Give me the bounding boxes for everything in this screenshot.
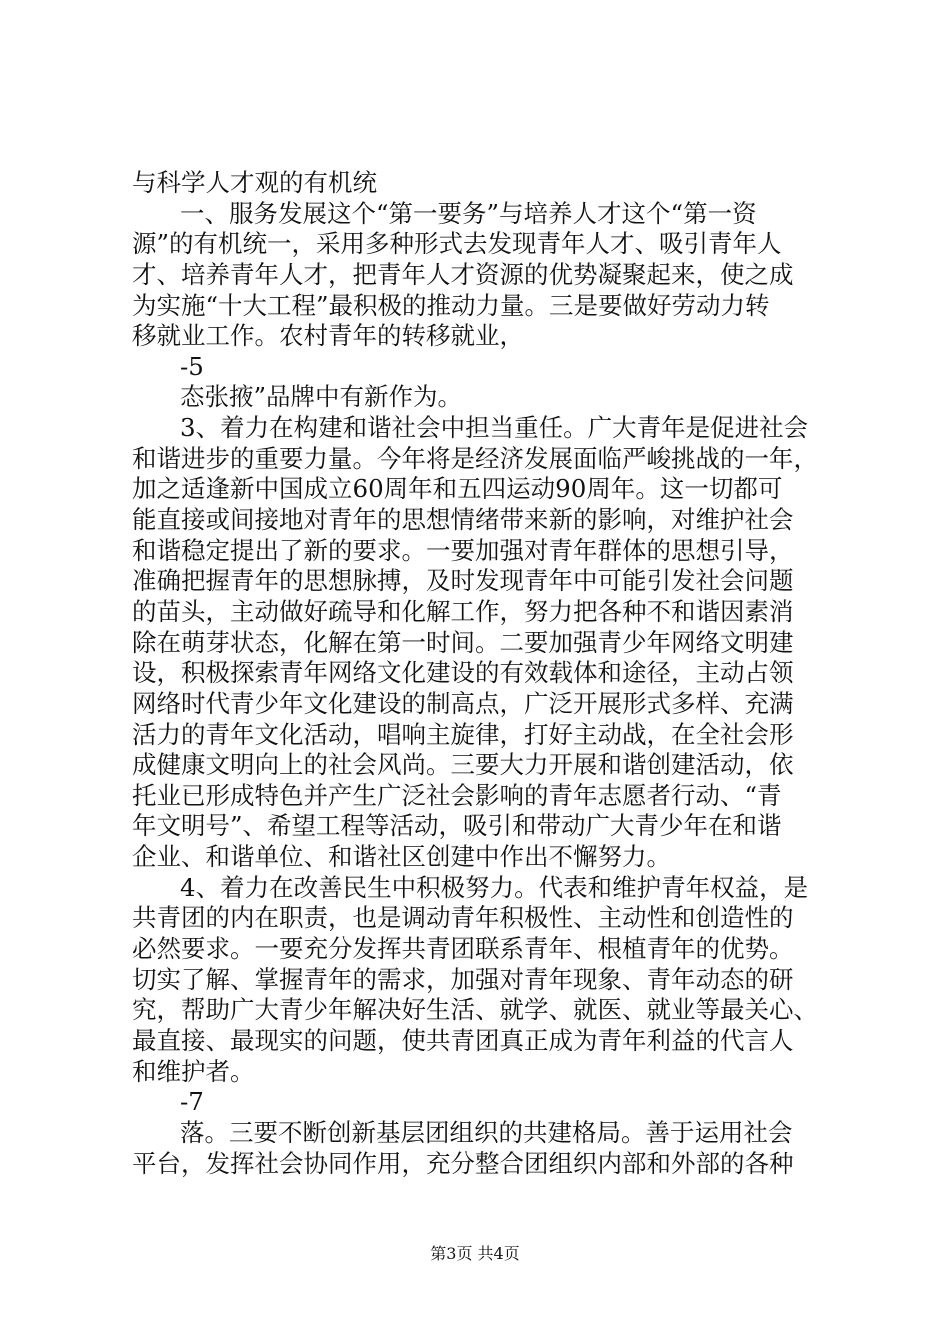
text-line: 与科学人才观的有机统	[132, 168, 377, 197]
text-line: 能直接或间接地对青年的思想情绪带来新的影响，对维护社会	[132, 505, 794, 535]
text-line: 和维护者。	[132, 1056, 255, 1086]
text-line: 一、服务发展这个“第一要务”与培养人才这个“第一资	[180, 198, 757, 228]
text-line: 为实施“十大工程”最积极的推动力量。三是要做好劳动力转	[132, 290, 770, 320]
text-line: 成健康文明向上的社会风尚。三要大力开展和谐创建活动，依	[132, 750, 794, 780]
text-line: 3、着力在构建和谐社会中担当重任。广大青年是促进社会	[180, 413, 809, 443]
text-line: 才、培养青年人才，把青年人才资源的优势凝聚起来，使之成	[132, 259, 794, 289]
text-line: 设，积极探索青年网络文化建设的有效载体和途径，主动占领	[132, 658, 794, 688]
text-line: 平台，发挥社会协同作用，充分整合团组织内部和外部的各种	[132, 1148, 794, 1178]
text-line: 移就业工作。农村青年的转移就业，	[132, 321, 524, 351]
text-line: 源”的有机统一，采用多种形式去发现青年人才、吸引青年人	[132, 229, 782, 259]
text-line: -5	[180, 351, 204, 381]
text-line: 究，帮助广大青少年解决好生活、就学、就医、就业等最关心、	[132, 995, 818, 1025]
text-line: 网络时代青少年文化建设的制高点，广泛开展形式多样、充满	[132, 688, 794, 718]
text-line: 准确把握青年的思想脉搏，及时发现青年中可能引发社会问题	[132, 566, 794, 596]
document-body	[132, 168, 832, 1179]
text-line: 最直接、最现实的问题，使共青团真正成为青年利益的代言人	[132, 1025, 794, 1055]
text-line: 共青团的内在职责，也是调动青年积极性、主动性和创造性的	[132, 903, 794, 933]
text-line: 的苗头，主动做好疏导和化解工作，努力把各种不和谐因素消	[132, 596, 794, 626]
text-line: 和谐稳定提出了新的要求。一要加强对青年群体的思想引导，	[132, 535, 794, 565]
text-line: 托业已形成特色并产生广泛社会影响的青年志愿者行动、“青	[132, 780, 782, 810]
text-line: 除在萌芽状态，化解在第一时间。二要加强青少年网络文明建	[132, 627, 794, 657]
text-line: 态张掖”品牌中有新作为。	[180, 382, 463, 412]
text-line: 和谐进步的重要力量。今年将是经济发展面临严峻挑战的一年，	[132, 443, 818, 473]
page-footer: 第3页 共4页	[430, 1244, 520, 1263]
text-line: 企业、和谐单位、和谐社区创建中作出不懈努力。	[132, 842, 671, 872]
text-line: 4、着力在改善民生中积极努力。代表和维护青年权益，是	[180, 872, 809, 902]
text-line: -7	[180, 1087, 204, 1117]
text-line: 年文明号”、希望工程等活动，吸引和带动广大青少年在和谐	[132, 811, 782, 841]
text-line: 切实了解、掌握青年的需求，加强对青年现象、青年动态的研	[132, 964, 794, 994]
text-line: 活力的青年文化活动，唱响主旋律，打好主动战，在全社会形	[132, 719, 794, 749]
text-line: 必然要求。一要充分发挥共青团联系青年、根植青年的优势。	[132, 934, 794, 964]
text-line: 落。三要不断创新基层团组织的共建格局。善于运用社会	[180, 1117, 793, 1147]
text-line: 加之适逢新中国成立60周年和五四运动90周年。这一切都可	[132, 474, 783, 504]
